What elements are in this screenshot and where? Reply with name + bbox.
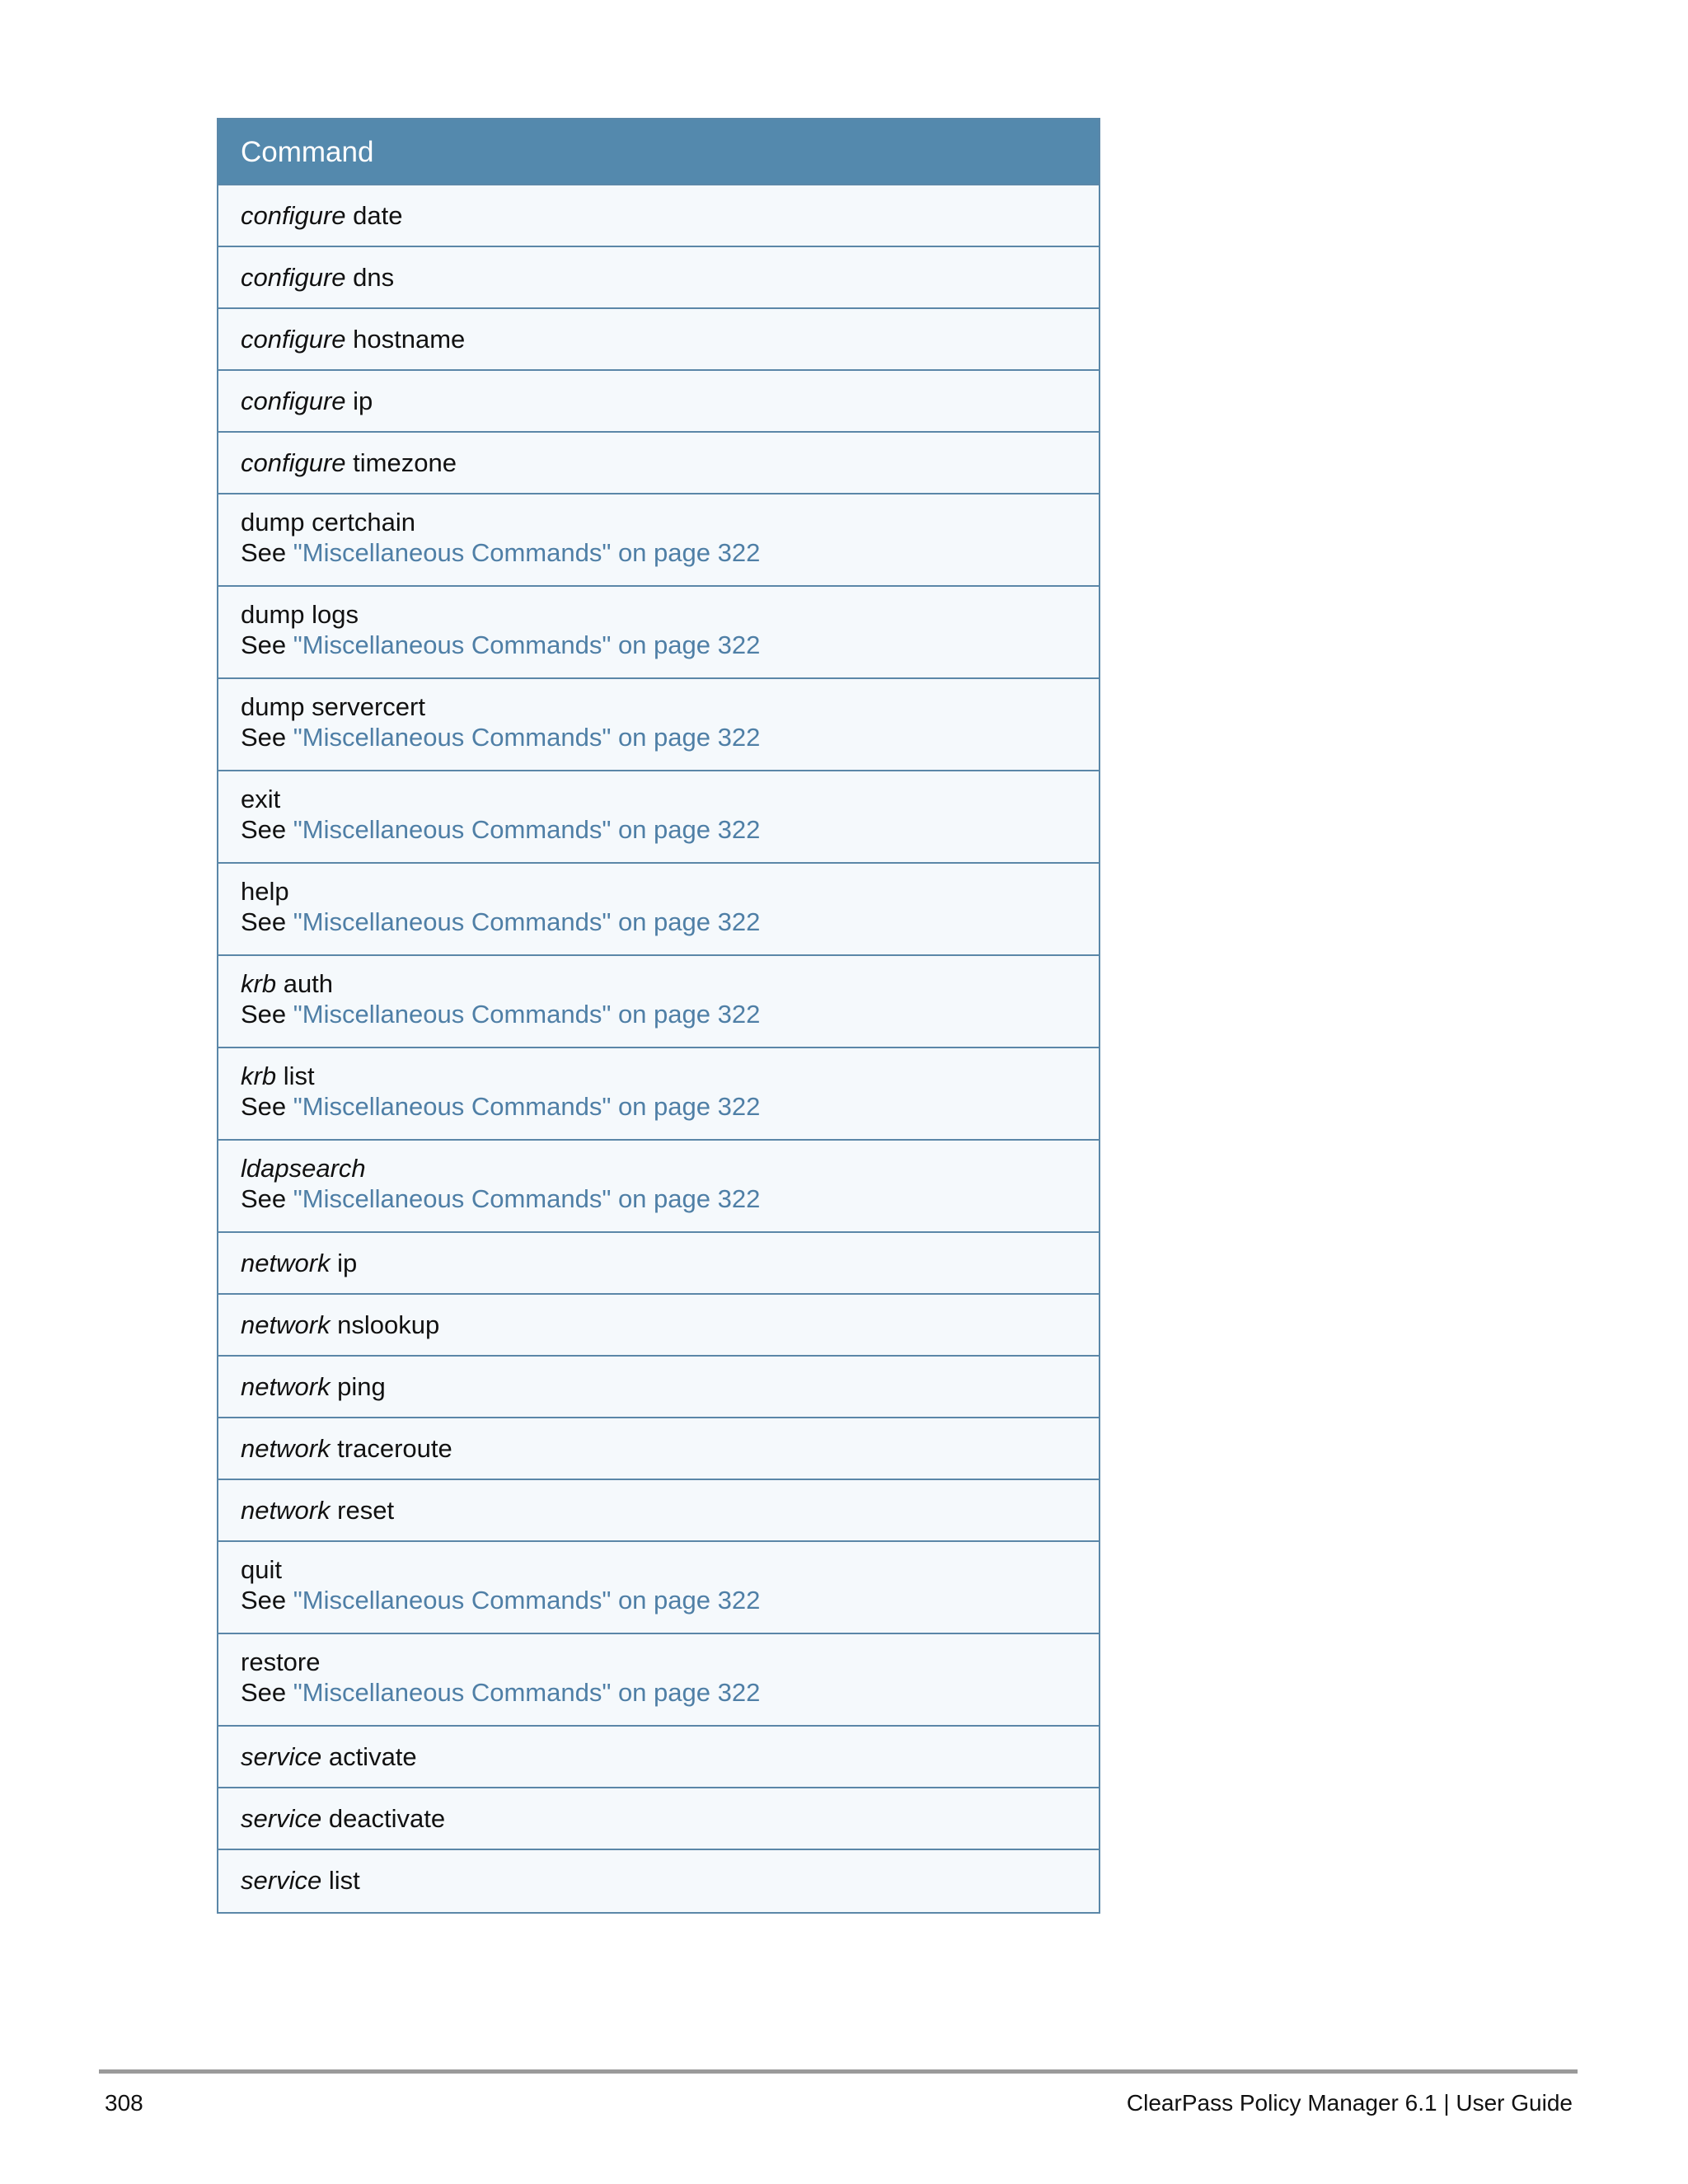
command-name: [241, 1554, 1099, 1585]
command-name: [241, 1061, 1099, 1091]
command-keyword: ping: [337, 1372, 386, 1401]
command-keyword: deactivate: [328, 1804, 446, 1833]
command-name: [241, 1495, 1099, 1526]
misc-commands-link[interactable]: "Miscellaneous Commands" on page 322: [293, 1678, 761, 1707]
table-body: [218, 185, 1099, 1912]
command-prefix: ldapsearch: [241, 1154, 366, 1183]
command-keyword: hostname: [353, 325, 466, 354]
command-name: [241, 1310, 1099, 1340]
command-keyword: auth: [283, 969, 334, 998]
command-keyword: date: [353, 201, 403, 230]
misc-commands-link[interactable]: "Miscellaneous Commands" on page 322: [293, 1184, 761, 1213]
table-row: [218, 433, 1099, 494]
see-label: See: [241, 1678, 293, 1707]
see-label: See: [241, 1000, 293, 1029]
command-prefix: configure: [241, 387, 346, 415]
misc-commands-link[interactable]: "Miscellaneous Commands" on page 322: [293, 1092, 761, 1121]
see-reference: [241, 814, 1099, 845]
command-keyword: nslookup: [337, 1310, 440, 1339]
table-row: [218, 1788, 1099, 1850]
command-keyword: dump certchain: [241, 508, 415, 537]
command-keyword: help: [241, 877, 289, 906]
see-reference: [241, 1183, 1099, 1214]
table-row: [218, 1295, 1099, 1357]
see-label: See: [241, 723, 293, 752]
command-prefix: configure: [241, 448, 346, 477]
command-prefix: krb: [241, 1062, 277, 1090]
command-name: [241, 784, 1099, 814]
command-keyword: reset: [337, 1496, 395, 1525]
table-row: [218, 1048, 1099, 1141]
command-keyword: quit: [241, 1555, 282, 1584]
command-name: [241, 1865, 1099, 1896]
see-reference: [241, 1091, 1099, 1122]
misc-commands-link[interactable]: "Miscellaneous Commands" on page 322: [293, 538, 761, 567]
table-row: [218, 1141, 1099, 1233]
command-prefix: network: [241, 1496, 331, 1525]
document-title: ClearPass Policy Manager 6.1 | User Guide: [1126, 2090, 1573, 2116]
table-row: [218, 1357, 1099, 1418]
command-prefix: configure: [241, 325, 346, 354]
see-reference: [241, 1585, 1099, 1615]
table-row: [218, 1634, 1099, 1727]
table-row: [218, 309, 1099, 371]
command-keyword: activate: [328, 1742, 417, 1771]
command-keyword: timezone: [353, 448, 457, 477]
command-prefix: network: [241, 1310, 331, 1339]
misc-commands-link[interactable]: "Miscellaneous Commands" on page 322: [293, 1586, 761, 1615]
table-row: [218, 185, 1099, 247]
command-keyword: ip: [337, 1249, 358, 1277]
command-name: [241, 1153, 1099, 1183]
command-keyword: restore: [241, 1647, 321, 1676]
command-name: [241, 968, 1099, 999]
command-name: [241, 599, 1099, 630]
command-name: [241, 1371, 1099, 1402]
table-row: [218, 1480, 1099, 1542]
command-name: [241, 386, 1099, 416]
command-prefix: configure: [241, 263, 346, 292]
see-label: See: [241, 1586, 293, 1615]
page-number: 308: [105, 2090, 143, 2116]
command-prefix: configure: [241, 201, 346, 230]
misc-commands-link[interactable]: "Miscellaneous Commands" on page 322: [293, 630, 761, 659]
table-row: [218, 864, 1099, 956]
command-keyword: dns: [353, 263, 395, 292]
command-prefix: service: [241, 1804, 322, 1833]
footer-divider: [99, 2069, 1578, 2074]
table-row: [218, 956, 1099, 1048]
table-row: [218, 247, 1099, 309]
table-row: [218, 1233, 1099, 1295]
table-row: [218, 1418, 1099, 1480]
see-label: See: [241, 630, 293, 659]
command-keyword: ip: [353, 387, 373, 415]
command-prefix: krb: [241, 969, 277, 998]
command-keyword: list: [283, 1062, 315, 1090]
command-name: [241, 262, 1099, 293]
misc-commands-link[interactable]: "Miscellaneous Commands" on page 322: [293, 815, 761, 844]
command-keyword: traceroute: [337, 1434, 452, 1463]
command-name: [241, 448, 1099, 478]
see-reference: [241, 537, 1099, 568]
command-keyword: list: [328, 1866, 360, 1895]
see-reference: [241, 907, 1099, 937]
table-row: [218, 1542, 1099, 1634]
command-prefix: service: [241, 1866, 322, 1895]
table-row: [218, 371, 1099, 433]
misc-commands-link[interactable]: "Miscellaneous Commands" on page 322: [293, 1000, 761, 1029]
see-label: See: [241, 815, 293, 844]
command-name: [241, 876, 1099, 907]
see-label: See: [241, 907, 293, 936]
command-name: [241, 1741, 1099, 1772]
command-prefix: network: [241, 1249, 331, 1277]
misc-commands-link[interactable]: "Miscellaneous Commands" on page 322: [293, 907, 761, 936]
misc-commands-link[interactable]: "Miscellaneous Commands" on page 322: [293, 723, 761, 752]
command-name: [241, 324, 1099, 354]
command-name: [241, 507, 1099, 537]
see-reference: [241, 722, 1099, 752]
table-header: Command: [218, 120, 1099, 185]
command-keyword: dump logs: [241, 600, 359, 629]
command-prefix: service: [241, 1742, 322, 1771]
command-name: [241, 1803, 1099, 1834]
table-row: [218, 494, 1099, 587]
command-name: [241, 1647, 1099, 1677]
see-label: See: [241, 1092, 293, 1121]
command-keyword: exit: [241, 785, 281, 813]
command-keyword: dump servercert: [241, 692, 425, 721]
command-prefix: network: [241, 1372, 331, 1401]
see-label: See: [241, 538, 293, 567]
command-name: [241, 691, 1099, 722]
see-reference: [241, 630, 1099, 660]
command-name: [241, 200, 1099, 231]
table-row: [218, 771, 1099, 864]
command-name: [241, 1248, 1099, 1278]
table-row: [218, 679, 1099, 771]
table-row: [218, 587, 1099, 679]
see-reference: [241, 1677, 1099, 1708]
table-row: [218, 1727, 1099, 1788]
see-reference: [241, 999, 1099, 1029]
table-row: [218, 1850, 1099, 1912]
command-name: [241, 1433, 1099, 1464]
command-prefix: network: [241, 1434, 331, 1463]
command-table: [217, 118, 1100, 1914]
see-label: See: [241, 1184, 293, 1213]
